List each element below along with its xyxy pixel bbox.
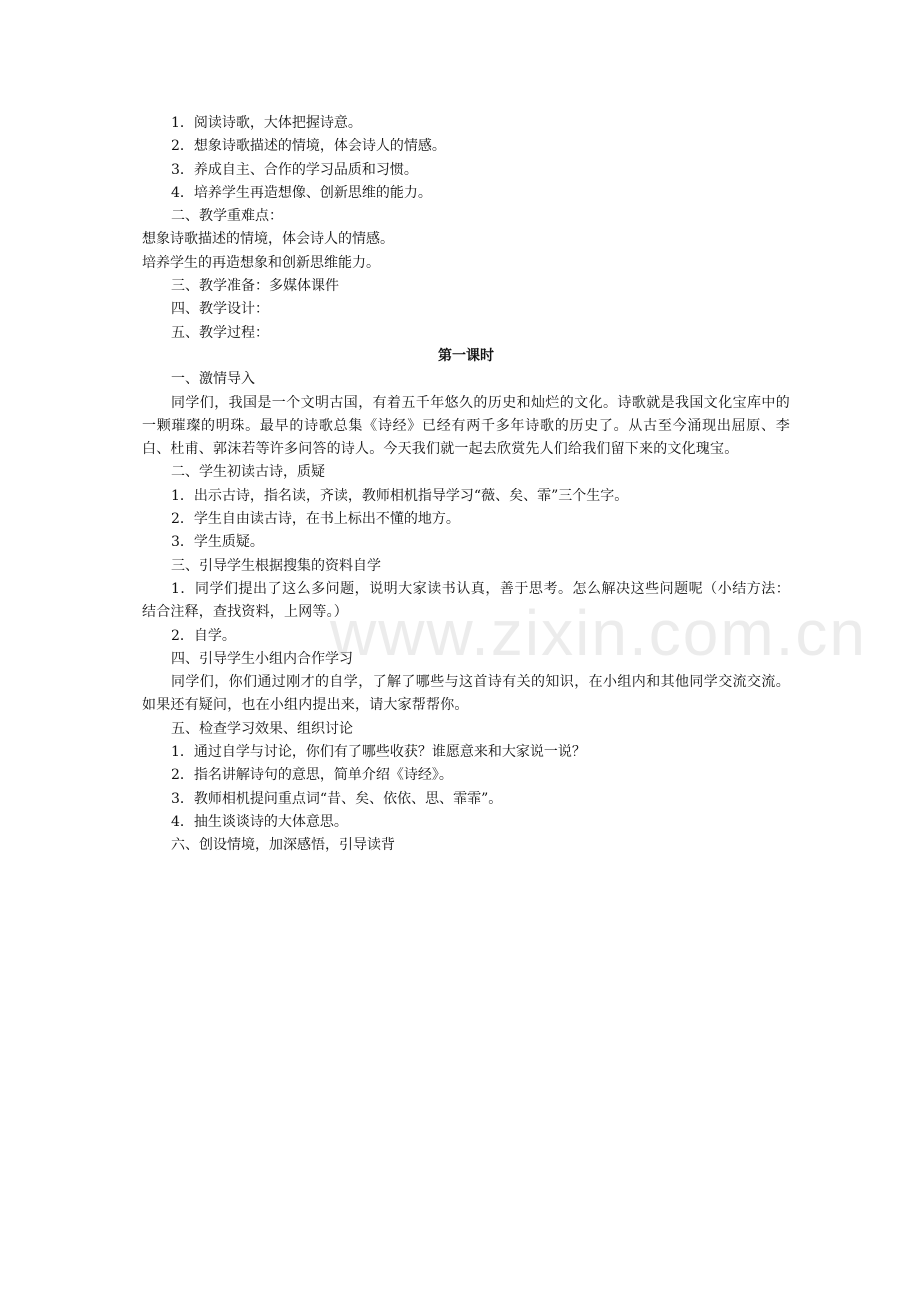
section-1-paragraph: 同学们，我国是一个文明古国，有着五千年悠久的历史和灿烂的文化。诗歌就是我国文化宝库中的一颗璀璨的明珠。最早的诗歌总集《诗经》已经有两千多年诗歌的历史了。从古至今涌现出屈原、李白、杜甫、郭沫若等许多问答的诗人。今天我们就一起去欣赏先人们给我们留下来的文化瑰宝。 xyxy=(142,394,790,458)
key-point-2: 培养学生的再造想象和创新思维能力。 xyxy=(142,254,380,271)
objective-item-4: 4．培养学生再造想像、创新思维的能力。 xyxy=(171,184,432,201)
section-5-item-1: 1．通过自学与讨论，你们有了哪些收获？谁愿意来和大家说一说？ xyxy=(171,744,586,761)
process-heading: 五、教学过程： xyxy=(171,324,269,341)
design-heading: 四、教学设计： xyxy=(171,301,269,318)
lesson-title: 第一课时 xyxy=(438,347,494,364)
section-2-item-1: 1．出示古诗，指名读，齐读，教师相机指导学习“薇、矣、霏”三个生字。 xyxy=(171,487,629,504)
preparation-line: 三、教学准备：多媒体课件 xyxy=(171,278,339,295)
section-6-title: 六、创设情境，加深感悟，引导读背 xyxy=(171,837,395,854)
section-2-title: 二、学生初读古诗，质疑 xyxy=(171,464,325,481)
section-5-item-2: 2．指名讲解诗句的意思，简单介绍《诗经》。 xyxy=(171,767,453,784)
document-page xyxy=(142,112,790,858)
objective-item-2: 2．想象诗歌描述的情境，体会诗人的情感。 xyxy=(171,138,446,155)
section-3-paragraph: 1．同学们提出了这么多问题，说明大家读书认真，善于思考。怎么解决这些问题呢（小结方法：结合注释，查找资料，上网等。） xyxy=(142,580,790,621)
section-2-item-3: 3．学生质疑。 xyxy=(171,534,264,551)
section-3-item-2: 2．自学。 xyxy=(171,627,236,644)
section-3-title: 三、引导学生根据搜集的资料自学 xyxy=(171,557,381,574)
key-point-1: 想象诗歌描述的情境，体会诗人的情感。 xyxy=(142,231,394,248)
section-5-item-4: 4．抽生谈谈诗的大体意思。 xyxy=(171,813,348,830)
objective-item-3: 3．养成自主、合作的学习品质和习惯。 xyxy=(171,161,418,178)
key-points-heading: 二、教学重难点： xyxy=(171,208,283,225)
section-4-title: 四、引导学生小组内合作学习 xyxy=(171,650,353,667)
watermark: www.zixin.com.cn xyxy=(330,597,867,669)
section-2-item-2: 2．学生自由读古诗，在书上标出不懂的地方。 xyxy=(171,511,460,528)
section-4-paragraph: 同学们，你们通过刚才的自学，了解了哪些与这首诗有关的知识，在小组内和其他同学交流交流。如果还有疑问，也在小组内提出来，请大家帮帮你。 xyxy=(142,674,790,714)
section-5-item-3: 3．教师相机提问重点词“昔、矣、依依、思、霏霏”。 xyxy=(171,790,503,807)
objective-item-1: 1．阅读诗歌，大体把握诗意。 xyxy=(171,115,362,131)
section-1-title: 一、激情导入 xyxy=(171,371,255,388)
section-5-title: 五、检查学习效果、组织讨论 xyxy=(171,720,353,737)
